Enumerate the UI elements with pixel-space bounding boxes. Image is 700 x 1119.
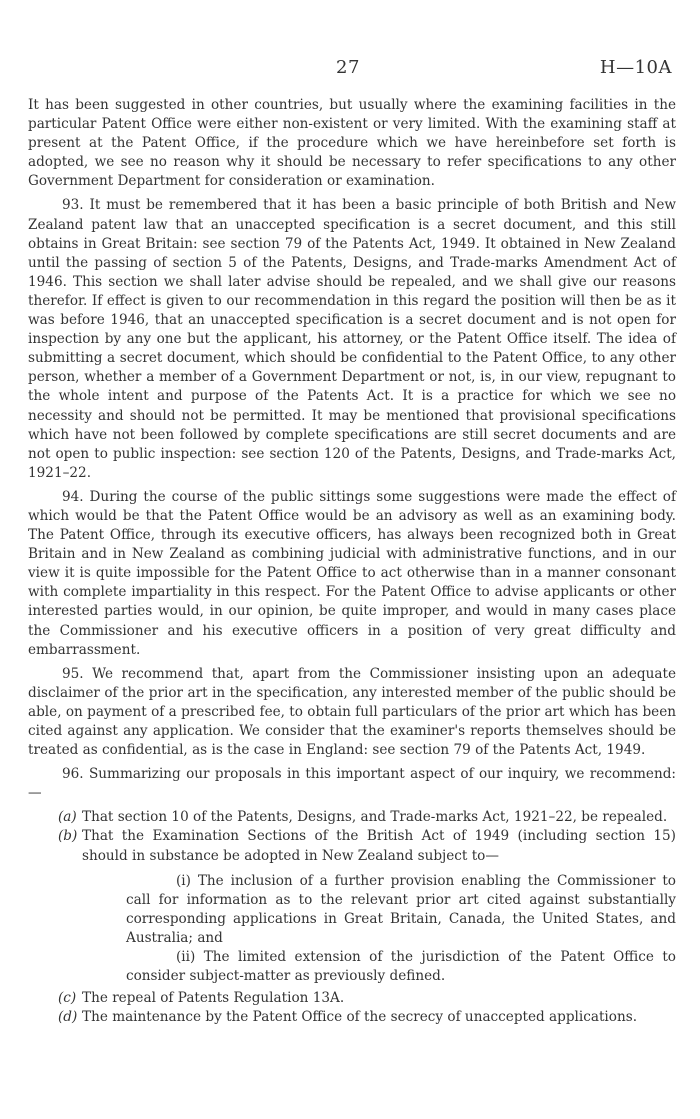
list-item-label: (a) bbox=[58, 809, 77, 826]
sub-item: (i) The inclusion of a further provision enabling the Commissioner to call for information as to the relevant prior art cited against substantially corresponding applications in Great Britain, Canada, the United States, and Australia; and bbox=[126, 872, 676, 946]
recommendation-list bbox=[28, 808, 676, 1027]
paragraph-93: 93. It must be remembered that it has been a basic principle of both British and New Zealand patent law that an unaccepted specification is a secret document, and this still obtains in Great Britain: see section 79 of the Patents Act, 1949. It obtained in New Zealand until the passing of section 5 of the Patents, Designs, and Trade-marks Amendment Act of 1946. This section we shall later advise should be repealed, and we shall give our reasons therefor. If effect is given to our recommendation in this regard the position will then be as it was before 1946, that an unaccepted specification is a secret document and is not open for inspection by any one but the applicant, his attorney, or the Patent Office itself. The idea of submitting a secret document, which should be confidential to the Patent Office, to any other person, whether a member of a Government Department or not, is, in our view, repugnant to the whole intent and purpose of the Patents Act. It is a practice for which we see no necessity and should not be permitted. It may be mentioned that provisional specifications which have not been followed by complete specifications are still secret documents and are not open to public inspection: see section 120 of the Patents, Designs, and Trade-marks Act, 1921–22. bbox=[28, 197, 676, 481]
list-item-text: The repeal of Patents Regulation 13A. bbox=[82, 990, 345, 1007]
list-item bbox=[58, 827, 676, 865]
sub-item: (ii) The limited extension of the jurisdiction of the Patent Office to consider subject-matter as previously defined. bbox=[126, 949, 676, 985]
list-item bbox=[58, 989, 676, 1008]
list-item-label: (b) bbox=[58, 828, 78, 845]
list-item bbox=[58, 1008, 676, 1027]
page-number: 27 bbox=[336, 57, 360, 78]
list-item-text: That the Examination Sections of the British Act of 1949 (including section 15) should in substance be adopted in New Zealand subject to— bbox=[82, 828, 676, 864]
paragraph-96: 96. Summarizing our proposals in this important aspect of our inquiry, we recommend:— bbox=[28, 766, 676, 802]
list-item-label: (d) bbox=[58, 1009, 78, 1026]
list-item-text: The maintenance by the Patent Office of the secrecy of unaccepted applications. bbox=[82, 1009, 638, 1026]
list-item bbox=[58, 808, 676, 827]
list-item-label: (c) bbox=[58, 990, 77, 1007]
list-item-text: That section 10 of the Patents, Designs, and Trade-marks Act, 1921–22, be repealed. bbox=[82, 809, 668, 826]
document-reference: H—10A bbox=[599, 57, 672, 78]
paragraph-continuation: It has been suggested in other countries, but usually where the examining facilities in the particular Patent Office were either non-existent or very limited. With the examining staff at present at the Patent Office, if the procedure which we have hereinbefore set forth is adopted, we see no reason why it should be necessary to refer specifications to any other Government Department for consideration or examination. bbox=[28, 97, 676, 190]
paragraph-94: 94. During the course of the public sittings some suggestions were made the effect of which would be that the Patent Office would be an advisory as well as an examining body. The Patent Office, through its executive officers, has always been recognized both in Great Britain and in New Zealand as combining judicial with administrative functions, and in our view it is quite impossible for the Patent Office to act otherwise than in a manner consonant with complete impartiality in this respect. For the Patent Office to advise applicants or other interested parties would, in our opinion, be quite improper, and would in many cases place the Commissioner and his executive officers in a position of very great difficulty and embarrassment. bbox=[28, 488, 676, 658]
document-body bbox=[28, 96, 676, 1027]
paragraph-95: 95. We recommend that, apart from the Commissioner insisting upon an adequate disclaimer of the prior art in the specification, any interested member of the public should be able, on payment of a prescribed fee, to obtain full particulars of the prior art which has been cited against any application. We consider that the examiner's reports themselves should be treated as confidential, as is the case in England: see section 79 of the Patents Act, 1949. bbox=[28, 665, 676, 759]
